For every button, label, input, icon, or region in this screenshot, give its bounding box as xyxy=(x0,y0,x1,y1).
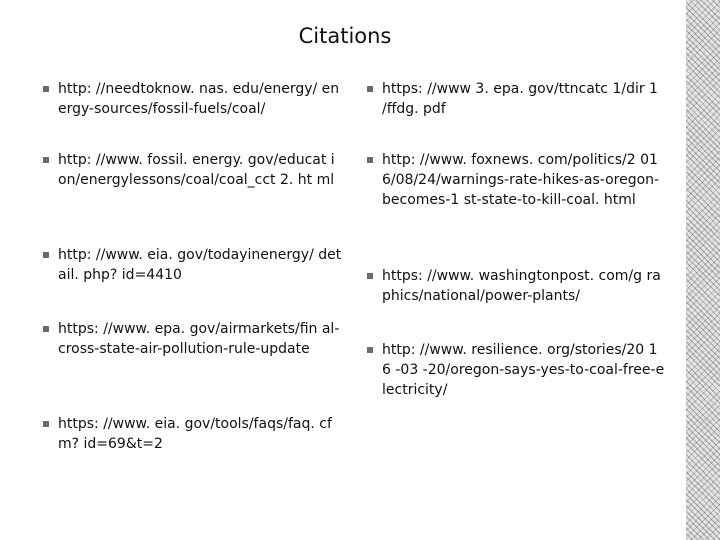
citation-link[interactable]: http: //needtoknow. nas. edu/energy/ energy-sources/fossil-fuels/coal/ xyxy=(58,81,340,117)
bullet-square-icon xyxy=(43,86,49,92)
citation-item[interactable] xyxy=(366,266,666,306)
citation-item[interactable] xyxy=(42,150,342,190)
bullet-square-icon xyxy=(43,157,49,163)
edge-fade xyxy=(664,0,686,540)
bullet-square-icon xyxy=(43,252,49,258)
slide-title: Citations xyxy=(298,24,392,48)
citation-link[interactable]: http: //www. foxnews. com/politics/2 016/08/24/warnings-rate-hikes-as-oregon-becomes-1 st-state-to-kill-coal. html xyxy=(382,152,660,208)
decorative-edge-strip xyxy=(686,0,720,540)
bullet-square-icon xyxy=(367,273,373,279)
citation-link[interactable]: http: //www. fossil. energy. gov/educat ion/energylessons/coal/coal_cct 2. ht ml xyxy=(58,152,335,188)
citation-item[interactable] xyxy=(366,79,666,119)
citation-item[interactable] xyxy=(42,414,342,454)
bullet-square-icon xyxy=(43,421,49,427)
bullet-square-icon xyxy=(367,157,373,163)
citation-item[interactable] xyxy=(42,319,342,359)
citation-link[interactable]: https: //www. epa. gov/airmarkets/fin al-cross-state-air-pollution-rule-update xyxy=(58,321,340,357)
citation-item[interactable] xyxy=(42,79,342,119)
bullet-square-icon xyxy=(367,347,373,353)
bullet-square-icon xyxy=(367,86,373,92)
citation-item[interactable] xyxy=(366,340,666,400)
citation-link[interactable]: http: //www. eia. gov/todayinenergy/ detail. php? id=4410 xyxy=(58,247,342,283)
citation-link[interactable]: https: //www. washingtonpost. com/g raphics/national/power-plants/ xyxy=(382,268,661,304)
citation-link[interactable]: https: //www. eia. gov/tools/faqs/faq. cfm? id=69&t=2 xyxy=(58,416,332,452)
citation-link[interactable]: https: //www 3. epa. gov/ttncatc 1/dir 1 /ffdg. pdf xyxy=(382,81,658,117)
citation-link[interactable]: http: //www. resilience. org/stories/20 16 -03 -20/oregon-says-yes-to-coal-free-electricity/ xyxy=(382,342,665,398)
citation-item[interactable] xyxy=(42,245,342,285)
bullet-square-icon xyxy=(43,326,49,332)
citation-item[interactable] xyxy=(366,150,666,210)
